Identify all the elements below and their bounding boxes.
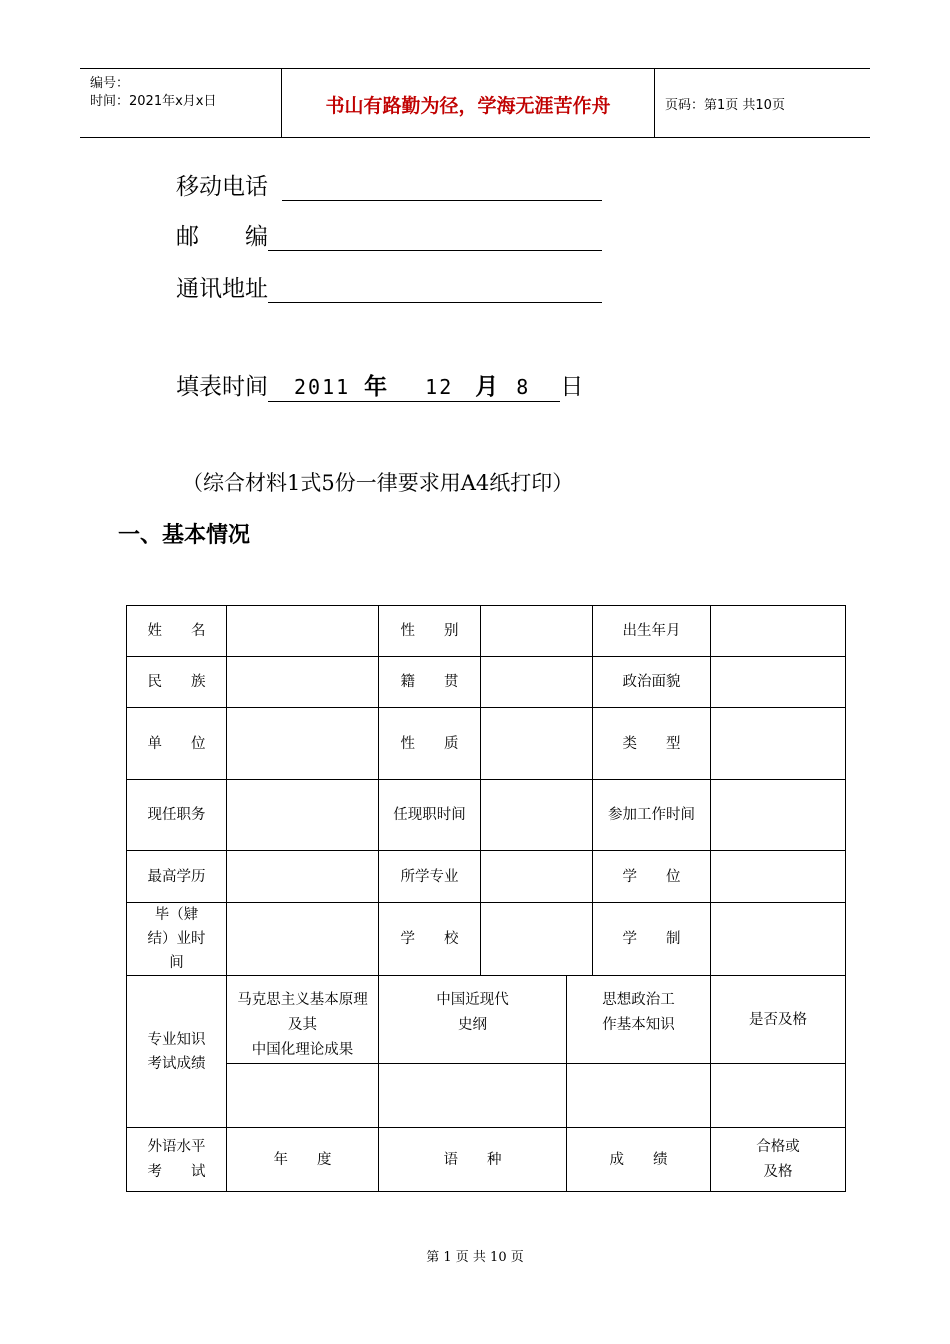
time-label: 时间：2021年x月x日 (90, 94, 217, 109)
number-label: 编号： (90, 76, 130, 91)
value-subject3[interactable] (567, 1064, 711, 1128)
fill-time-row (176, 368, 583, 402)
label-degree: 学 位 (593, 851, 711, 903)
value-position[interactable] (227, 780, 379, 851)
label-language: 语 种 (379, 1128, 567, 1192)
label-ethnicity: 民 族 (127, 657, 227, 708)
value-graduation[interactable] (227, 903, 379, 976)
postcode-field[interactable] (268, 226, 602, 251)
label-subject2-line1: 中国近现代 (436, 992, 509, 1008)
label-exam-line1: 专业知识 (147, 1031, 206, 1048)
label-exam-line2: 考试成绩 (147, 1055, 206, 1072)
value-native[interactable] (481, 657, 593, 708)
label-political: 政治面貌 (593, 657, 711, 708)
mobile-label: 移动电话 (176, 174, 268, 200)
label-graduation (127, 903, 227, 976)
label-subject2 (379, 976, 567, 1064)
address-label: 通讯地址 (176, 276, 268, 302)
label-unit: 单 位 (127, 708, 227, 780)
table-row (127, 976, 846, 1064)
value-subject2[interactable] (379, 1064, 567, 1128)
label-pass2-line1: 合格或 (756, 1138, 800, 1155)
page-footer: 第 1 页 共 10 页 (426, 1250, 524, 1265)
value-unit[interactable] (227, 708, 379, 780)
table-row (127, 1128, 846, 1192)
header-page-info: 页码：第1页 共10页 (665, 98, 785, 113)
fill-time-field[interactable] (268, 368, 560, 402)
value-ethnicity[interactable] (227, 657, 379, 708)
label-subject1-line1: 马克思主义基本原理及其 (237, 992, 368, 1033)
label-system: 学 制 (593, 903, 711, 976)
label-work-start: 参加工作时间 (593, 780, 711, 851)
value-name[interactable] (227, 606, 379, 657)
value-political[interactable] (711, 657, 846, 708)
label-native: 籍 贯 (379, 657, 481, 708)
label-position: 现任职务 (127, 780, 227, 851)
label-type: 类 型 (593, 708, 711, 780)
month-unit: 月 (475, 373, 499, 400)
label-subject3 (567, 976, 711, 1064)
value-education[interactable] (227, 851, 379, 903)
table-row (127, 606, 846, 657)
value-school[interactable] (481, 903, 593, 976)
label-language-exam (127, 1128, 227, 1192)
table-row (127, 903, 846, 976)
label-graduation-line3: 间 (169, 955, 184, 971)
fill-time-label: 填表时间 (176, 374, 268, 400)
value-degree[interactable] (711, 851, 846, 903)
value-subject1[interactable] (227, 1064, 379, 1128)
header-meta (90, 75, 216, 111)
label-pass: 是否及格 (711, 976, 846, 1064)
page-header (80, 68, 870, 138)
value-pass[interactable] (711, 1064, 846, 1128)
postcode-row (176, 218, 602, 251)
label-pass2-line2: 及格 (763, 1163, 793, 1180)
address-field[interactable] (268, 278, 602, 303)
label-pass2 (711, 1128, 846, 1192)
value-position-time[interactable] (481, 780, 593, 851)
label-subject3-line2: 作基本知识 (602, 1017, 675, 1033)
table-row (127, 780, 846, 851)
table-row (127, 708, 846, 780)
label-birth: 出生年月 (593, 606, 711, 657)
label-subject1 (227, 976, 379, 1064)
day-value: 8 (516, 375, 529, 399)
value-gender[interactable] (481, 606, 593, 657)
label-score: 成 绩 (567, 1128, 711, 1192)
label-major: 所学专业 (379, 851, 481, 903)
label-exam (127, 976, 227, 1128)
value-system[interactable] (711, 903, 846, 976)
label-education: 最高学历 (127, 851, 227, 903)
address-row (176, 270, 602, 303)
label-name: 姓 名 (127, 606, 227, 657)
label-subject1-line2: 中国化理论成果 (251, 1042, 354, 1058)
header-motto: 书山有路勤为径，学海无涯苦作舟 (325, 95, 611, 117)
mobile-row (176, 168, 602, 201)
label-language-exam-line2: 考 试 (147, 1163, 206, 1180)
label-gender: 性 别 (379, 606, 481, 657)
value-major[interactable] (481, 851, 593, 903)
year-unit: 年 (364, 373, 388, 400)
label-position-time: 任现职时间 (379, 780, 481, 851)
label-subject2-line2: 史纲 (458, 1017, 487, 1033)
value-work-start[interactable] (711, 780, 846, 851)
basic-info-table (126, 605, 846, 1192)
label-graduation-line2: 结）业时 (147, 931, 206, 947)
table-row (127, 1064, 846, 1128)
label-year: 年 度 (227, 1128, 379, 1192)
section-title: 一、基本情况 (118, 523, 251, 548)
value-type[interactable] (711, 708, 846, 780)
day-unit: 日 (560, 374, 584, 400)
label-school: 学 校 (379, 903, 481, 976)
value-birth[interactable] (711, 606, 846, 657)
print-note: （综合材料1式5份一律要求用A4纸打印） (182, 471, 574, 495)
label-nature: 性 质 (379, 708, 481, 780)
label-language-exam-line1: 外语水平 (147, 1138, 206, 1155)
mobile-field[interactable] (282, 176, 602, 201)
header-divider (654, 69, 655, 137)
label-subject3-line1: 思想政治工 (602, 992, 675, 1008)
table-row (127, 851, 846, 903)
value-nature[interactable] (481, 708, 593, 780)
postcode-label: 邮 编 (176, 224, 268, 250)
month-value: 12 (425, 375, 454, 399)
label-graduation-line1: 毕（肄 (154, 907, 199, 923)
year-value: 2011 (294, 375, 351, 399)
table-row (127, 657, 846, 708)
